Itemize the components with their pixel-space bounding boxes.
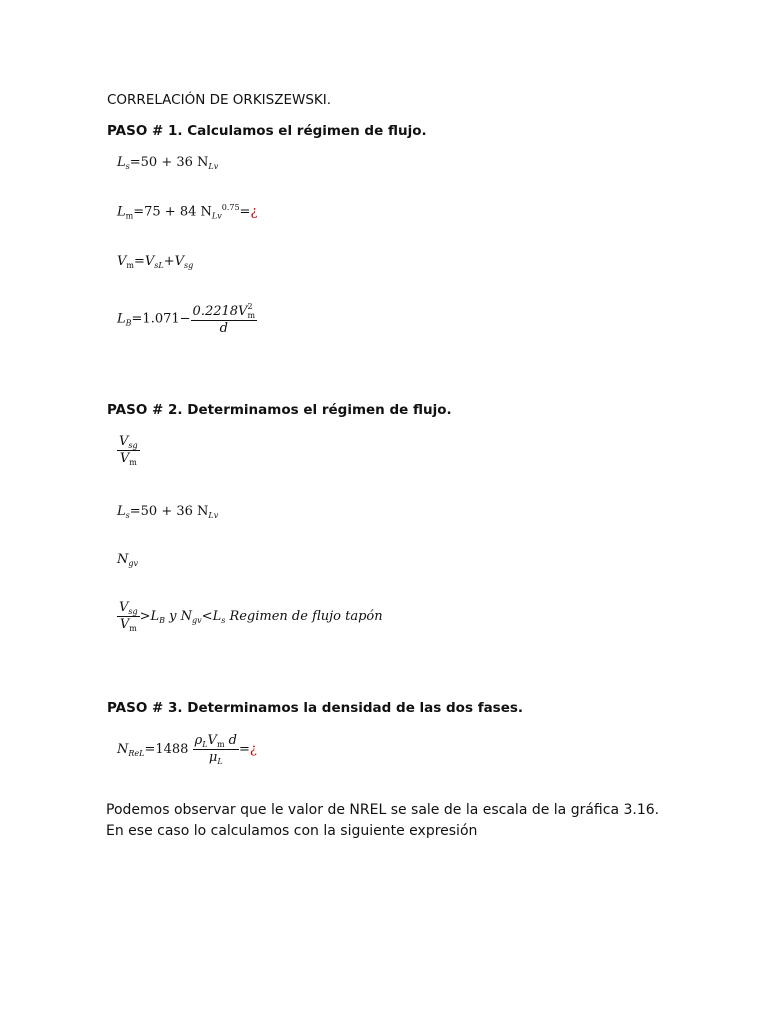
step1-equation-vm: $V_m=V_{sL}+V_{sg}$ — [117, 254, 194, 270]
step1-equation-lb: $L_B=1.071-$ $\frac{0.2218V^2_m}{d}$ — [117, 302, 256, 336]
step1-equation-lm: $L_m=75 + 84$ $N_{Lv}^{0.75}=¿$ — [117, 203, 258, 221]
step2-ngv: $N_{gv}$ — [117, 552, 139, 568]
paragraph-line-1: Podemos observar que le valor de NREL se sale de la escala de la gráfica 3.16. — [106, 802, 660, 818]
paragraph-line-2: En ese caso lo calculamos con la siguiente expresión — [106, 823, 478, 839]
unknown-result-glyph: ¿ — [249, 742, 257, 757]
step2-condition-slug-flow: $\frac{V_{sg}}{V_m}$ $>L_B$ y $N_{gv}<L_s$ Regimen de flujo tapón — [119, 600, 383, 633]
step1-equation-ls: $L_s=50 + 36$ $N_{Lv}$ — [117, 155, 219, 171]
step2-title: PASO # 2. Determinamos el régimen de flujo. — [107, 402, 452, 418]
step2-equation-ls: $L_s=50 + 36$ $N_{Lv}$ — [117, 504, 219, 520]
lb-fraction: $\frac{0.2218V^2_m}{d}$ — [192, 302, 256, 336]
document-heading: CORRELACIÓN DE ORKISZEWSKI. — [107, 92, 332, 108]
step3-equation-nrel: $N_{ReL}=1488$ $\frac{\rho_LV_m d}{\mu_L}$ =¿ — [117, 733, 257, 766]
step2-fraction-vsg-vm: $\frac{V_{sg}}{V_m}$ — [119, 434, 138, 467]
unknown-result-glyph: ¿ — [250, 204, 258, 220]
step1-title: PASO # 1. Calculamos el régimen de flujo. — [107, 123, 427, 139]
step3-title: PASO # 3. Determinamos la densidad de las dos fases. — [107, 700, 524, 716]
nrel-fraction: $\frac{\rho_LV_m d}{\mu_L}$ — [194, 733, 237, 766]
